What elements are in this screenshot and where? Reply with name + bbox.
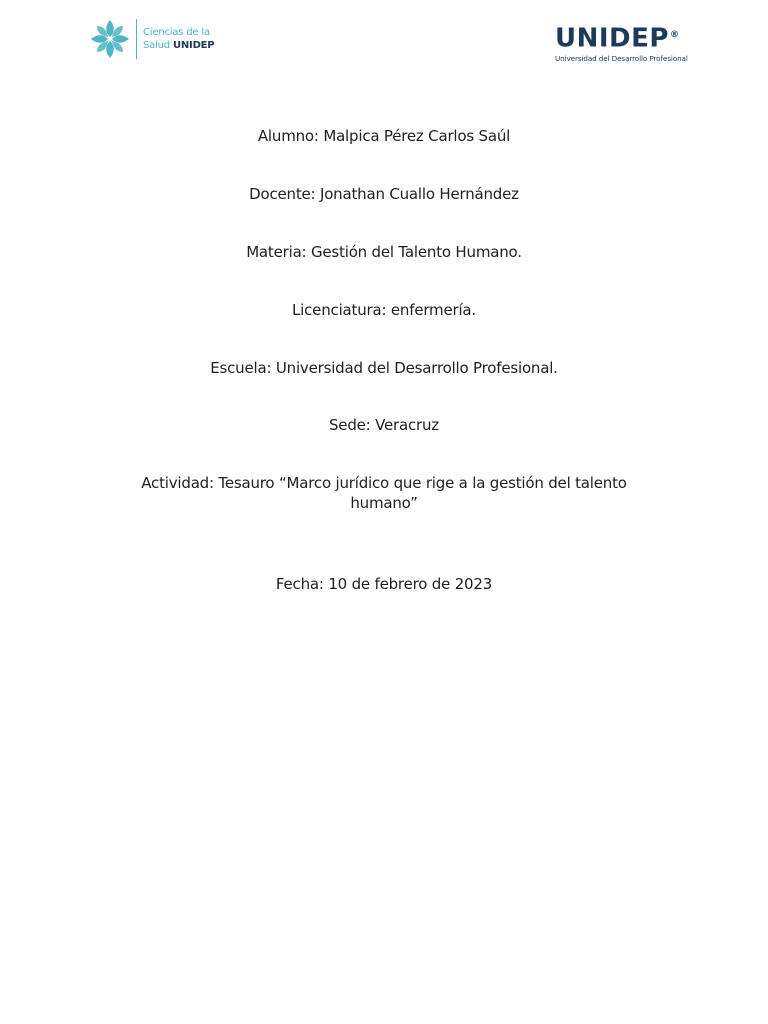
alumno-line: Alumno: Malpica Pérez Carlos Saúl bbox=[257, 127, 511, 145]
logo-text-salud: Salud bbox=[143, 40, 170, 51]
escuela-line: Escuela: Universidad del Desarrollo Profesional. bbox=[210, 359, 558, 377]
unidep-name: UNIDEP bbox=[555, 23, 669, 54]
fecha-line: Fecha: 10 de febrero de 2023 bbox=[275, 575, 493, 593]
logo-text-line1: Ciencias de la bbox=[143, 27, 210, 38]
unidep-subtitle: Universidad del Desarrollo Profesional bbox=[555, 53, 688, 63]
actividad-line: Actividad: Tesauro “Marco jurídico que rige a la gestión del talento humano” bbox=[141, 474, 627, 512]
docente-line: Docente: Jonathan Cuallo Hernández bbox=[249, 185, 519, 203]
sede-line: Sede: Veracruz bbox=[328, 416, 439, 434]
logo-text-brand: UNIDEP bbox=[172, 40, 215, 51]
materia-line: Materia: Gestión del Talento Humano. bbox=[246, 243, 522, 261]
cover-content bbox=[120, 0, 648, 1024]
registered-mark: ® bbox=[669, 30, 680, 40]
licenciatura-line: Licenciatura: enfermería. bbox=[292, 301, 476, 319]
